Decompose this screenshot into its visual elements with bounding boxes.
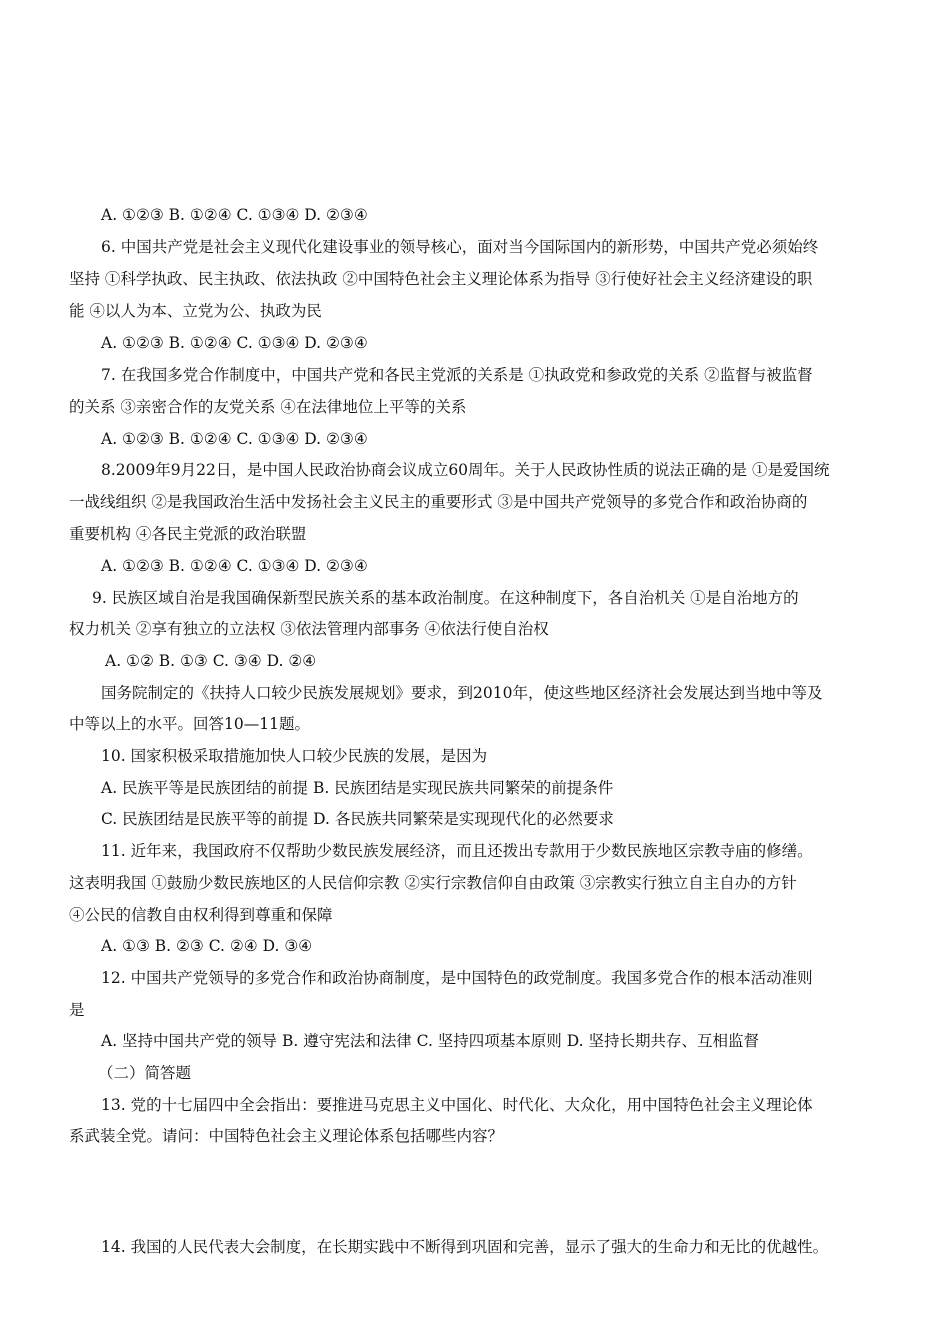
- section-heading: （二）简答题: [98, 1064, 192, 1082]
- q8-stem-line2: 一战线组织 ②是我国政治生活中发扬社会主义民主的重要形式 ③是中国共产党领导的多党合作和政治协商的: [69, 493, 808, 511]
- q11-stem-line2: 这表明我国 ①鼓励少数民族地区的人民信仰宗教 ②实行宗教信仰自由政策 ③宗教实行独立自主自办的方针: [69, 874, 797, 892]
- q11-stem-line1: 11. 近年来，我国政府不仅帮助少数民族发展经济，而且还拨出专款用于少数民族地区宗教寺庙的修缮。: [101, 842, 813, 860]
- q12-stem-line2: 是: [69, 1001, 85, 1019]
- q9-stem-line1: 9. 民族区域自治是我国确保新型民族关系的基本政治制度。在这种制度下，各自治机关 ①是自治地方的: [92, 589, 799, 607]
- q8-stem-line1: 8.2009年9月22日，是中国人民政治协商会议成立60周年。关于人民政协性质的说法正确的是 ①是爱国统: [101, 461, 830, 479]
- q9-stem-line2: 权力机关 ②享有独立的立法权 ③依法管理内部事务 ④依法行使自治权: [69, 620, 549, 638]
- q8-stem-line3: 重要机构 ④各民主党派的政治联盟: [69, 525, 307, 543]
- q10-options-cd: C. 民族团结是民族平等的前提 D. 各民族共同繁荣是实现现代化的必然要求: [101, 810, 614, 828]
- passage-line1: 国务院制定的《扶持人口较少民族发展规划》要求，到2010年，使这些地区经济社会发展达到当地中等及: [101, 684, 823, 702]
- q8-options: A. ①②③ B. ①②④ C. ①③④ D. ②③④: [101, 557, 368, 575]
- q7-options: A. ①②③ B. ①②④ C. ①③④ D. ②③④: [101, 430, 368, 448]
- q10-options-ab: A. 民族平等是民族团结的前提 B. 民族团结是实现民族共同繁荣的前提条件: [101, 779, 614, 797]
- q6-options: A. ①②③ B. ①②④ C. ①③④ D. ②③④: [101, 334, 368, 352]
- q7-stem-line1: 7. 在我国多党合作制度中，中国共产党和各民主党派的关系是 ①执政党和参政党的关系 ②监督与被监督: [101, 366, 813, 384]
- q6-stem-line3: 能 ④以人为本、立党为公、执政为民: [69, 302, 322, 320]
- q12-stem-line1: 12. 中国共产党领导的多党合作和政治协商制度，是中国特色的政党制度。我国多党合作的根本活动准则: [101, 969, 813, 987]
- q13-stem-line2: 系武装全党。请问：中国特色社会主义理论体系包括哪些内容？: [69, 1127, 504, 1145]
- q6-stem-line1: 6. 中国共产党是社会主义现代化建设事业的领导核心，面对当今国际国内的新形势，中国共产党必须始终: [101, 238, 819, 256]
- q9-options: A. ①② B. ①③ C. ③④ D. ②④: [105, 652, 317, 670]
- q11-stem-line3: ④公民的信教自由权利得到尊重和保障: [69, 906, 333, 924]
- q7-stem-line2: 的关系 ③亲密合作的友党关系 ④在法律地位上平等的关系: [69, 398, 467, 416]
- q14-stem: 14. 我国的人民代表大会制度，在长期实践中不断得到巩固和完善，显示了强大的生命力和无比的优越性。: [101, 1238, 829, 1256]
- q11-options: A. ①③ B. ②③ C. ②④ D. ③④: [101, 937, 313, 955]
- q10-stem: 10. 国家积极采取措施加快人口较少民族的发展，是因为: [101, 747, 488, 765]
- q12-options: A. 坚持中国共产党的领导 B. 遵守宪法和法律 C. 坚持四项基本原则 D. 坚持长期共存、互相监督: [101, 1032, 759, 1050]
- q5-options: A. ①②③ B. ①②④ C. ①③④ D. ②③④: [101, 206, 368, 224]
- q13-stem-line1: 13. 党的十七届四中全会指出：要推进马克思主义中国化、时代化、大众化，用中国特色社会主义理论体: [101, 1096, 813, 1114]
- q6-stem-line2: 坚持 ①科学执政、民主执政、依法执政 ②中国特色社会主义理论体系为指导 ③行使好社会主义经济建设的职: [69, 270, 813, 288]
- passage-line2: 中等以上的水平。回答10—11题。: [69, 715, 310, 733]
